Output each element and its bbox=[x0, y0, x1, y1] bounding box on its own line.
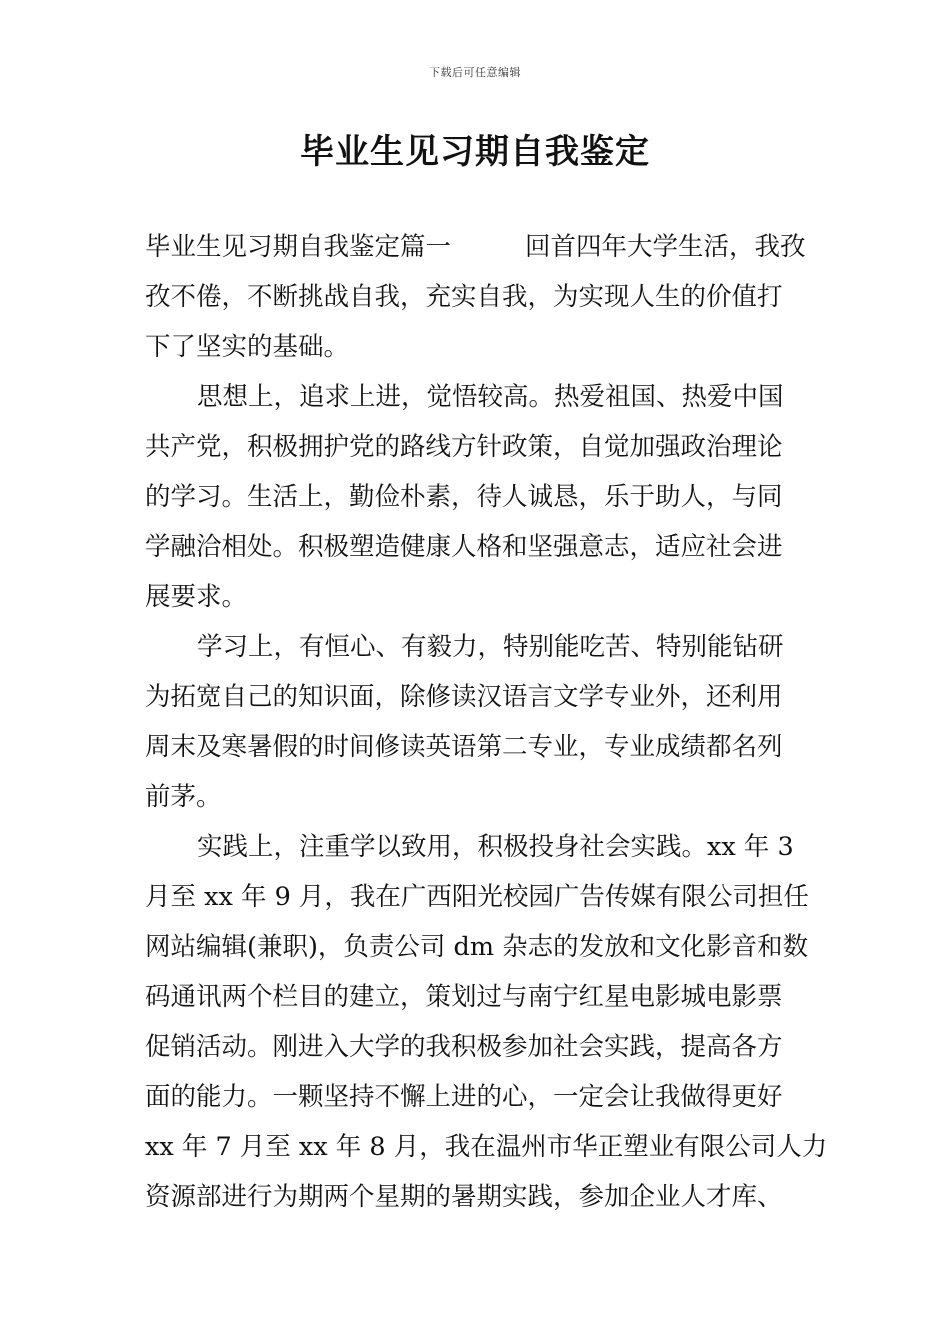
text-line: 促销活动。刚进入大学的我积极参加社会实践，提高各方 bbox=[145, 1032, 783, 1062]
text-line bbox=[145, 222, 807, 272]
text-line: 下了坚实的基础。 bbox=[145, 332, 350, 362]
document-title: 毕业生见习期自我鉴定 bbox=[300, 132, 650, 172]
text-line: 面的能力。一颗坚持不懈上进的心，一定会让我做得更好 bbox=[145, 1082, 783, 1112]
section-heading: 毕业生见习期自我鉴定篇一 bbox=[145, 232, 452, 262]
text-line: 展要求。 bbox=[145, 582, 248, 612]
text-line: 的学习。生活上，勤俭朴素，待人诚恳，乐于助人，与同 bbox=[145, 482, 783, 512]
text-line: 学融洽相处。积极塑造健康人格和坚强意志，适应社会进 bbox=[145, 532, 783, 562]
paragraph-start-line: 实践上，注重学以致用，积极投身社会实践。xx 年 3 bbox=[197, 832, 794, 862]
paragraph-start-line: 学习上，有恒心、有毅力，特别能吃苦、特别能钻研 bbox=[197, 632, 784, 662]
text-line: xx 年 7 月至 xx 年 8 月，我在温州市华正塑业有限公司人力 bbox=[145, 1132, 828, 1162]
text-line: 资源部进行为期两个星期的暑期实践，参加企业人才库、 bbox=[145, 1182, 783, 1212]
text-segment: 回首四年大学生活，我孜 bbox=[525, 232, 806, 262]
text-line: 孜不倦，不断挑战自我，充实自我，为实现人生的价值打 bbox=[145, 282, 783, 312]
text-line: 码通讯两个栏目的建立，策划过与南宁红星电影城电影票 bbox=[145, 982, 783, 1012]
text-line: 共产党，积极拥护党的路线方针政策，自觉加强政治理论 bbox=[145, 432, 783, 462]
document-body bbox=[145, 222, 828, 1222]
paragraph-start-line: 思想上，追求上进，觉悟较高。热爱祖国、热爱中国 bbox=[197, 382, 784, 412]
text-line: 月至 xx 年 9 月，我在广西阳光校园广告传媒有限公司担任 bbox=[145, 882, 809, 912]
text-line: 前茅。 bbox=[145, 782, 222, 812]
header-note: 下载后可任意编辑 bbox=[429, 66, 521, 79]
text-line: 网站编辑(兼职)，负责公司 dm 杂志的发放和文化影音和数 bbox=[145, 932, 809, 962]
text-line: 周末及寒暑假的时间修读英语第二专业，专业成绩都名列 bbox=[145, 732, 783, 762]
text-line: 为拓宽自己的知识面，除修读汉语言文学专业外，还利用 bbox=[145, 682, 783, 712]
